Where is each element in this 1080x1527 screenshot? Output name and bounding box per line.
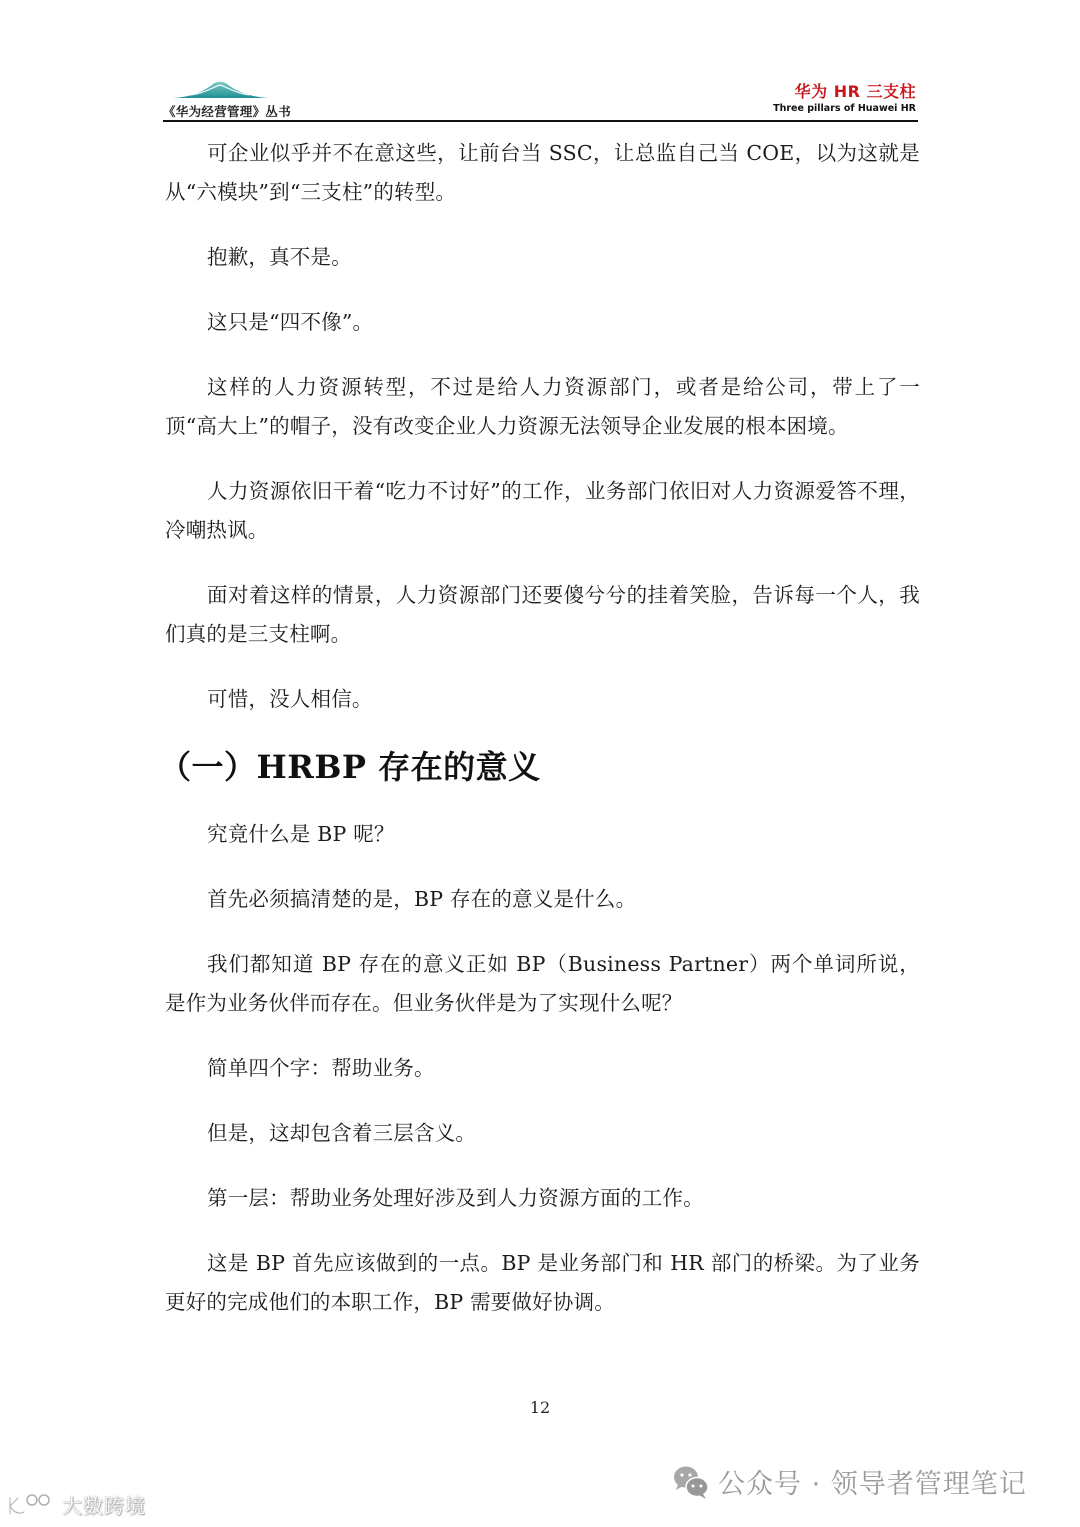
paragraph: 但是，这却包含着三层含义。 [207,1121,477,1145]
paragraph: 这是 BP 首先应该做到的一点。BP 是业务部门和 HR 部门的桥梁。为了业务更好的完成他们的本职工作，BP 需要做好协调。 [165,1251,920,1314]
brand-title: 华为 HR 三支柱 [794,82,916,101]
paragraph: 人力资源依旧干着“吃力不讨好”的工作，业务部门依旧对人力资源爱答不理，冷嘲热讽。 [165,479,920,542]
page-header [163,74,918,120]
page-content [159,134,920,1348]
brand-watermark [6,1490,146,1519]
brand-block [773,83,916,115]
wechat-icon [672,1464,710,1500]
wechat-watermark-text: 公众号 · 领导者管理笔记 [718,1469,1027,1500]
brand-watermark-text: 大数跨境 [62,1494,146,1518]
paragraph: 抱歉，真不是。 [207,245,352,269]
paragraph: 这只是“四不像”。 [207,310,374,334]
paragraph: 可惜，没人相信。 [207,687,373,711]
wechat-watermark [672,1462,1027,1501]
header-divider [163,120,918,122]
series-title: 《华为经营管理》丛书 [163,104,292,119]
mountain-logo-icon [171,78,271,100]
paragraph: 我们都知道 BP 存在的意义正如 BP（Business Partner）两个单词所说，是作为业务伙伴而存在。但业务伙伴是为了实现什么呢？ [165,952,920,1015]
paragraph: 简单四个字：帮助业务。 [207,1056,435,1080]
brand-subtitle: Three pillars of Huawei HR [773,103,916,114]
paragraph: 可企业似乎并不在意这些，让前台当 SSC，让总监自己当 COE，以为这就是从“六模块”到“三支柱”的转型。 [165,141,920,204]
page-number: 12 [529,1398,551,1417]
brand-mark-icon [6,1492,58,1518]
paragraph: 首先必须搞清楚的是，BP 存在的意义是什么。 [207,887,637,911]
paragraph: 究竟什么是 BP 呢？ [207,822,395,846]
paragraph: 这样的人力资源转型，不过是给人力资源部门，或者是给公司，带上了一顶“高大上”的帽子，没有改变企业人力资源无法领导企业发展的根本困境。 [165,375,920,438]
paragraph: 第一层：帮助业务处理好涉及到人力资源方面的工作。 [207,1186,704,1210]
section-heading: （一）HRBP 存在的意义 [159,748,541,786]
paragraph: 面对着这样的情景，人力资源部门还要傻兮兮的挂着笑脸，告诉每一个人，我们真的是三支柱啊。 [165,583,920,646]
